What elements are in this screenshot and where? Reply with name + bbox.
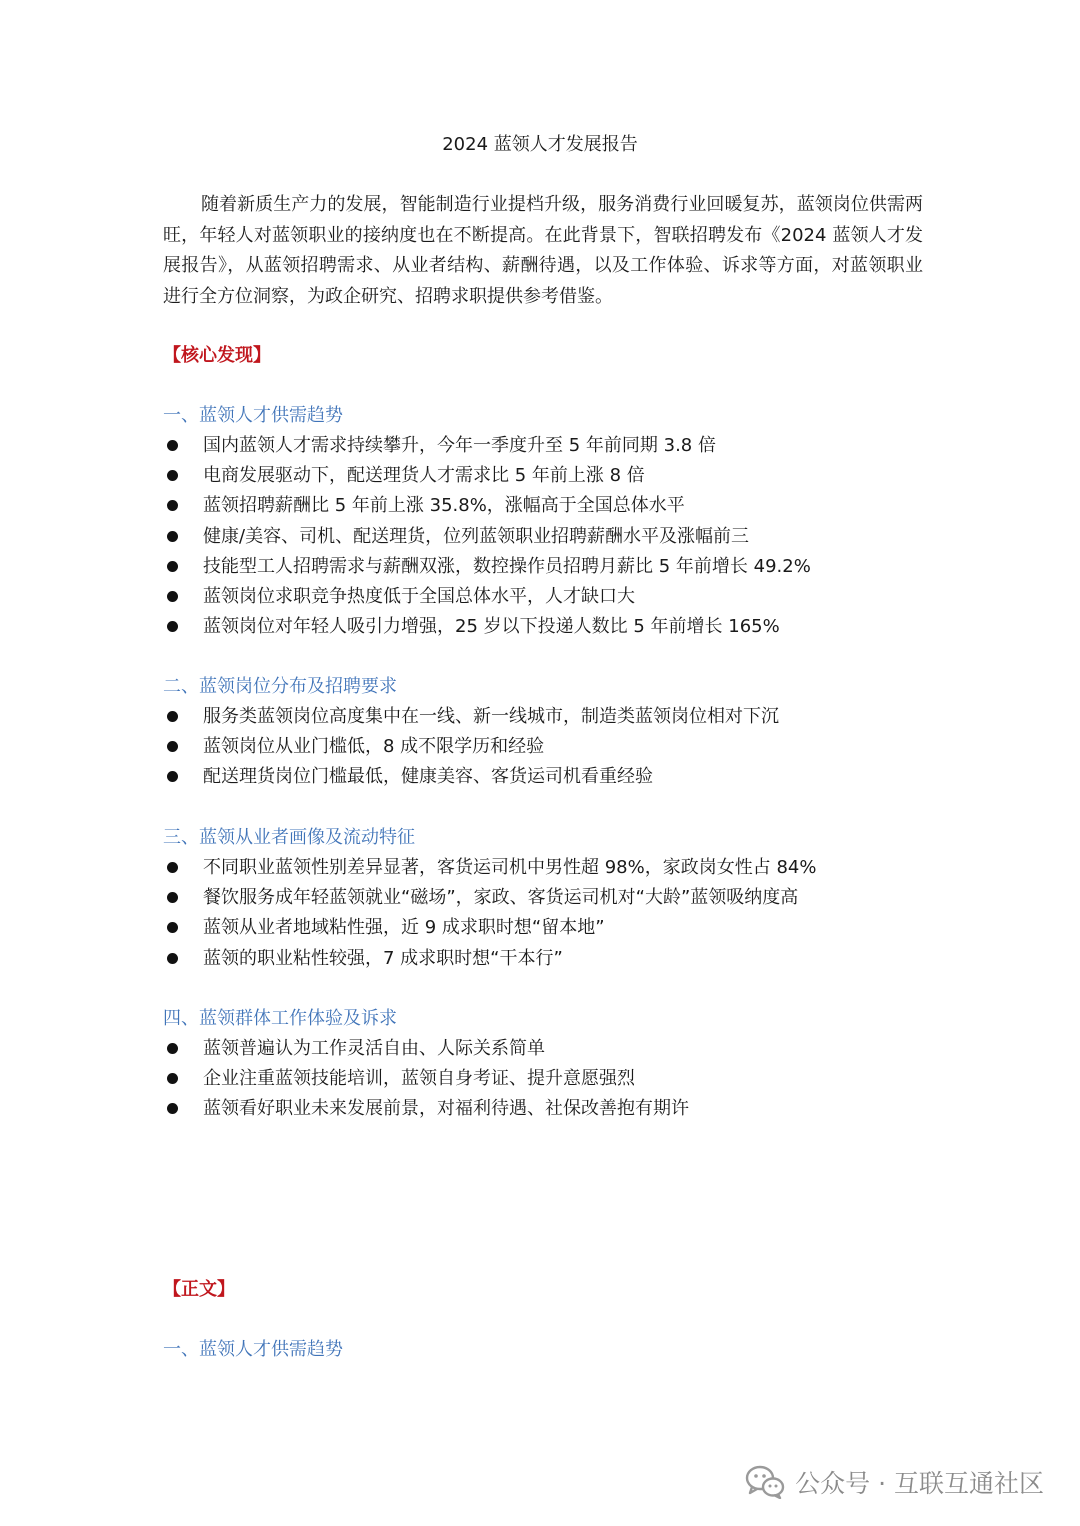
list-item: 蓝领岗位求职竞争热度低于全国总体水平，人才缺口大: [163, 582, 811, 612]
core-findings-heading: 【核心发现】: [163, 345, 271, 366]
list-item: 技能型工人招聘需求与薪酬双涨，数控操作员招聘月薪比 5 年前增长 49.2%: [163, 552, 811, 582]
list-item: 不同职业蓝领性别差异显著，客货运司机中男性超 98%，家政岗女性占 84%: [163, 853, 816, 883]
list-item: 配送理货岗位门槛最低，健康美容、客货运司机看重经验: [163, 762, 779, 792]
bullet-icon: [167, 741, 178, 752]
bullet-icon: [167, 440, 178, 451]
bullet-icon: [167, 953, 178, 964]
bullet-list-experience: [163, 1034, 689, 1125]
list-item: 蓝领的职业粘性较强，7 成求职时想“干本行”: [163, 944, 816, 974]
list-item: 蓝领岗位从业门槛低，8 成不限学历和经验: [163, 732, 779, 762]
section-heading-supply-demand: 一、蓝领人才供需趋势: [163, 405, 343, 426]
list-item: 餐饮服务成年轻蓝领就业“磁场”，家政、客货运司机对“大龄”蓝领吸纳度高: [163, 883, 816, 913]
section-heading-profile: 三、蓝领从业者画像及流动特征: [163, 827, 415, 848]
list-item: 电商发展驱动下，配送理货人才需求比 5 年前上涨 8 倍: [163, 461, 811, 491]
list-item: 服务类蓝领岗位高度集中在一线、新一线城市，制造类蓝领岗位相对下沉: [163, 702, 779, 732]
bullet-icon: [167, 470, 178, 481]
list-item: 蓝领普遍认为工作灵活自由、人际关系简单: [163, 1034, 689, 1064]
bullet-icon: [167, 1103, 178, 1114]
wechat-icon: [745, 1465, 785, 1499]
list-item: 蓝领招聘薪酬比 5 年前上涨 35.8%，涨幅高于全国总体水平: [163, 491, 811, 521]
bullet-icon: [167, 531, 178, 542]
watermark: [745, 1462, 1044, 1502]
list-item: 国内蓝领人才需求持续攀升，今年一季度升至 5 年前同期 3.8 倍: [163, 431, 811, 461]
bullet-icon: [167, 621, 178, 632]
list-item: 企业注重蓝领技能培训，蓝领自身考证、提升意愿强烈: [163, 1064, 689, 1094]
bullet-icon: [167, 500, 178, 511]
document-title: 2024 蓝领人才发展报告: [442, 134, 638, 155]
bullet-icon: [167, 561, 178, 572]
list-item: 蓝领岗位对年轻人吸引力增强，25 岁以下投递人数比 5 年前增长 165%: [163, 612, 811, 642]
watermark-text: 公众号 · 互联互通社区: [795, 1469, 1044, 1498]
bullet-icon: [167, 892, 178, 903]
intro-paragraph: 随着新质生产力的发展，智能制造行业提档升级，服务消费行业回暖复苏，蓝领岗位供需两旺，年轻人对蓝领职业的接纳度也在不断提高。在此背景下，智联招聘发布《2024 蓝领人才发展报告》，从蓝领招聘需求、从业者结构、薪酬待遇，以及工作体验、诉求等方面，对蓝领职业进行全方位洞察，为政企研究、招聘求职提供参考借鉴。: [163, 194, 923, 307]
bullet-icon: [167, 771, 178, 782]
bullet-icon: [167, 862, 178, 873]
main-section-heading-supply-demand: 一、蓝领人才供需趋势: [163, 1339, 343, 1360]
bullet-list-profile: [163, 853, 816, 974]
section-heading-distribution: 二、蓝领岗位分布及招聘要求: [163, 676, 397, 697]
bullet-list-distribution: [163, 702, 779, 793]
section-heading-experience: 四、蓝领群体工作体验及诉求: [163, 1008, 397, 1029]
bullet-icon: [167, 1043, 178, 1054]
bullet-list-supply-demand: [163, 431, 811, 642]
list-item: 蓝领看好职业未来发展前景，对福利待遇、社保改善抱有期许: [163, 1094, 689, 1124]
main-text-heading: 【正文】: [163, 1279, 235, 1300]
bullet-icon: [167, 591, 178, 602]
list-item: 健康/美容、司机、配送理货，位列蓝领职业招聘薪酬水平及涨幅前三: [163, 522, 811, 552]
list-item: 蓝领从业者地域粘性强，近 9 成求职时想“留本地”: [163, 913, 816, 943]
bullet-icon: [167, 922, 178, 933]
bullet-icon: [167, 1073, 178, 1084]
bullet-icon: [167, 711, 178, 722]
